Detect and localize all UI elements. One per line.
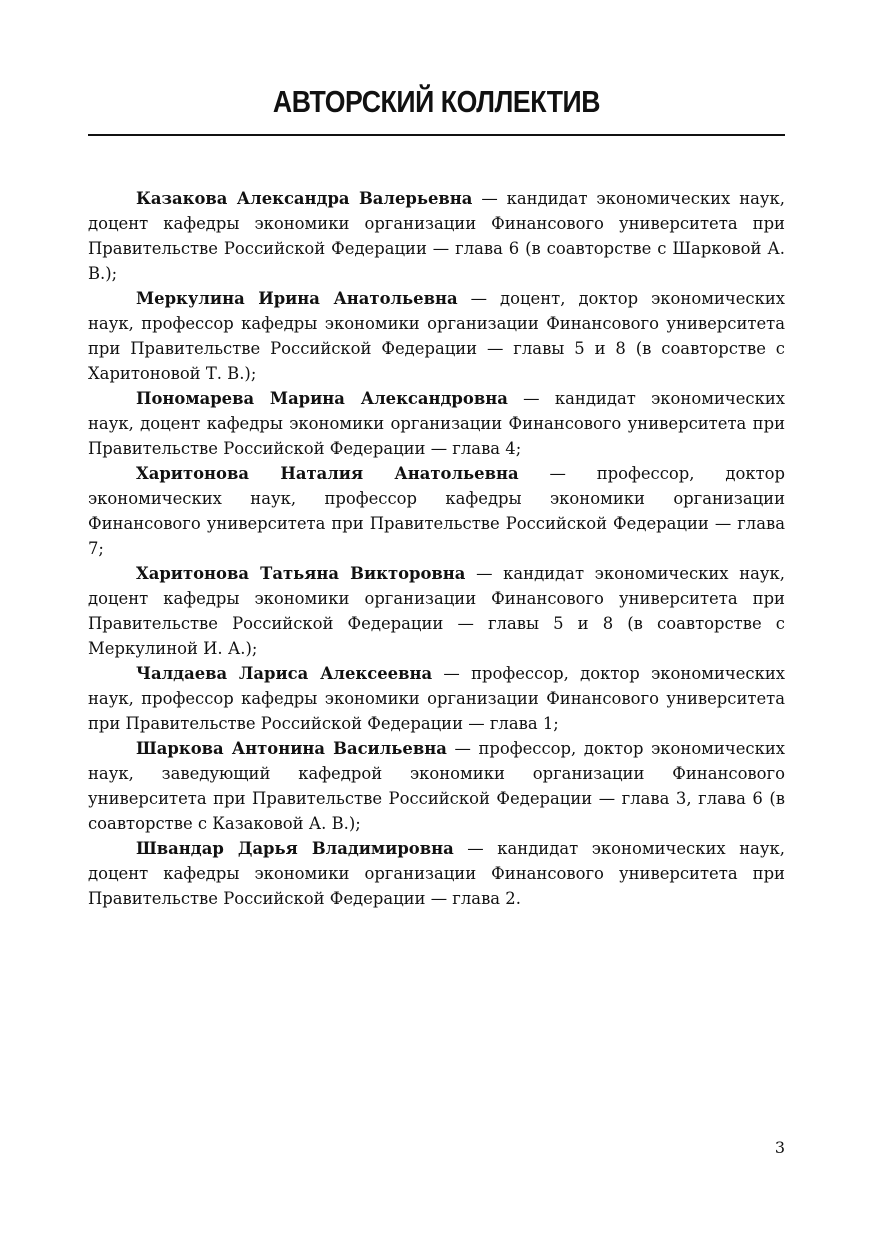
author-description: — кандидат экономических наук, доцент кафедры экономики организации Финансового университета при Правительстве Российской Федерации — главы 5 и 8 (в соавторстве с Меркулиной И. А.);	[88, 564, 785, 658]
page-number: 3	[774, 1138, 785, 1157]
author-description: — профессор, доктор экономических наук, заведующий кафедрой экономики организации Финансового университета при Правительстве Российской Федерации — глава 3, глава 6 (в соавторстве с Казаковой А. В.);	[88, 739, 785, 833]
author-entry	[88, 736, 785, 836]
author-name: Харитонова Наталия Анатольевна	[136, 464, 519, 483]
author-entry	[88, 286, 785, 386]
author-description: — профессор, доктор экономических наук, профессор кафедры экономики организации Финансового университета при Правительстве Российской Федерации — глава 1;	[88, 664, 785, 733]
title-divider	[88, 134, 785, 136]
author-name: Швандар Дарья Владимировна	[136, 839, 454, 858]
author-description: — доцент, доктор экономических наук, профессор кафедры экономики организации Финансового университета при Правительстве Российской Федерации — главы 5 и 8 (в соавторстве с Харитоновой Т. В.);	[88, 289, 786, 383]
author-name: Чалдаева Лариса Алексеевна	[136, 664, 433, 683]
author-list	[88, 186, 785, 911]
author-entry	[88, 461, 785, 561]
author-name: Харитонова Татьяна Викторовна	[136, 564, 466, 583]
author-name: Казакова Александра Валерьевна	[136, 189, 473, 208]
author-entry	[88, 661, 785, 736]
author-description: — кандидат экономических наук, доцент кафедры экономики организации Финансового университета при Правительстве Российской Федерации — глава 6 (в соавторстве с Шарковой А. В.);	[88, 189, 785, 283]
author-description: — кандидат экономических наук, доцент кафедры экономики организации Финансового университета при Правительстве Российской Федерации — глава 4;	[88, 389, 785, 458]
author-name: Шаркова Антонина Васильевна	[136, 739, 447, 758]
page-title: АВТОРСКИЙ КОЛЛЕКТИВ	[272, 84, 601, 119]
author-description: — профессор, доктор экономических наук, профессор кафедры экономики организации Финансового университета при Правительстве Российской Федерации — глава 7;	[88, 464, 785, 558]
author-entry	[88, 561, 785, 661]
author-entry	[88, 186, 785, 286]
author-entry	[88, 836, 785, 911]
author-description: — кандидат экономических наук, доцент кафедры экономики организации Финансового университета при Правительстве Российской Федерации — глава 2.	[88, 839, 785, 908]
author-entry	[88, 386, 785, 461]
author-name: Пономарева Марина Александровна	[136, 389, 508, 408]
author-name: Меркулина Ирина Анатольевна	[136, 289, 458, 308]
